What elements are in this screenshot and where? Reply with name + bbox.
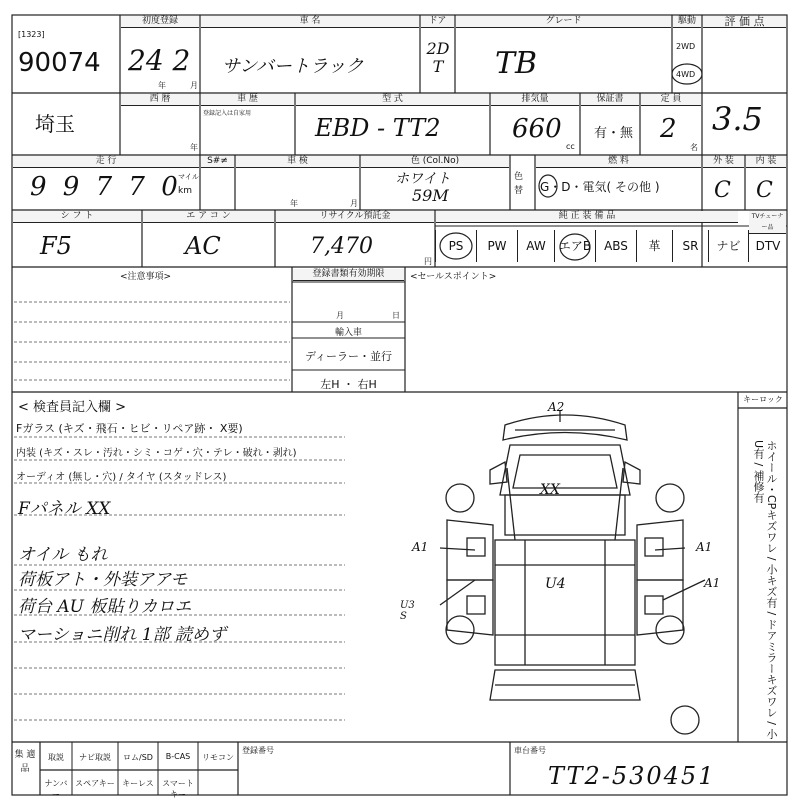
option-aw: AW (517, 230, 554, 262)
interior-damage-line: 内装 (キズ・スレ・汚れ・シミ・コゲ・穴・テレ・破れ・剥れ) (16, 448, 297, 459)
first-reg-year-unit: 年 (158, 81, 166, 90)
ac-label: エ ア コ ン (143, 211, 274, 223)
mark-a1-right-top: A1 (696, 540, 713, 554)
mark-u3s: U3 S (400, 600, 415, 622)
f-glass-line: Fガラス (キズ・飛石・ヒビ・リペア跡・ X要) (16, 422, 243, 435)
model-label: 型 式 (296, 94, 489, 106)
equipment-label: 純 正 装 備 品 (436, 211, 738, 223)
mark-xx: XX (540, 482, 560, 498)
chassis-label: 車台番号 (514, 746, 546, 755)
item-smart-key: スマートキー (162, 779, 194, 799)
drive-label: 駆動 (673, 16, 701, 28)
collect-items-label: 集 適 品 (14, 750, 36, 774)
seireki-label: 西 暦 (121, 94, 199, 106)
doc-deadline-month: 月 (336, 311, 344, 320)
inspector-section-label: < 検査員記入欄 > (18, 400, 127, 415)
chassis-value: TT2-530451 (548, 762, 716, 790)
score-label: 評 価 点 (703, 16, 786, 28)
history-label: 車 歴 (201, 94, 294, 106)
displacement-value: 660 (512, 114, 562, 144)
capacity-unit: 名 (690, 143, 698, 152)
fuel-gasoline-circle-icon (537, 173, 559, 199)
drive-4wd: 4WD (676, 70, 696, 79)
score-value: 3.5 (712, 100, 763, 138)
car-name-label: 車 名 (201, 16, 419, 28)
interior-value: C (756, 178, 773, 203)
ac-value: AC (185, 232, 221, 260)
shift-label: シ フ ト (13, 211, 141, 223)
key-lock-label: キーロック (743, 395, 783, 404)
doc-deadline-day: 日 (392, 311, 400, 320)
mark-a2: A2 (548, 400, 565, 414)
reg-no-label: 登録番号 (242, 746, 274, 755)
grade-label: グレード (456, 16, 671, 28)
dealer-label: ディーラー・並行 (304, 350, 393, 363)
item-rom-sd: ロム/SD (123, 753, 153, 762)
option-ps-circle-icon (438, 230, 474, 262)
inspection-label: 車 検 (236, 156, 359, 168)
option-airbag: エアB (554, 230, 595, 262)
seireki-year-suffix: 年 (190, 143, 198, 152)
mark-a1-right-bottom: A1 (704, 576, 721, 590)
capacity-value: 2 (660, 114, 677, 144)
option-dtv: DTV (748, 230, 787, 262)
item-spare-key: スペアキー (75, 779, 115, 788)
inspection-month: 月 (350, 199, 358, 208)
mileage-label: 走 行 (13, 156, 199, 168)
grade-value: TB (495, 46, 538, 81)
first-reg-month-unit: 月 (190, 81, 198, 90)
item-bcas: B-CAS (165, 752, 191, 761)
color-value: ホワイト (395, 171, 451, 187)
vehicle-diagram (395, 400, 735, 740)
model-value: EBD - TT2 (315, 114, 441, 142)
capacity-label: 定 員 (641, 94, 701, 106)
inspector-note-2: オイル もれ (18, 545, 108, 565)
item-keyless: キーレス (122, 779, 154, 788)
door-label: ドア (421, 16, 454, 28)
car-name-value: サンバートラック (222, 56, 364, 77)
drive-4wd-circle-icon (670, 62, 704, 86)
displacement-label: 排気量 (491, 94, 579, 106)
history-note: 登録記入は自家用 (203, 110, 252, 117)
tv-tuner-label: TVチューナー品 (749, 211, 786, 234)
option-abs: ABS (595, 230, 636, 262)
option-navi: ナビ (708, 230, 748, 262)
recycle-label: リサイクル預託金 (276, 211, 434, 223)
lot-number: 90074 (18, 48, 101, 78)
inspector-note-4: 荷台 AU 板貼りカロエ (18, 597, 192, 617)
sales-point-label: <セールスポイント> (410, 272, 497, 282)
mileage-unit-km: km (178, 186, 192, 196)
first-reg-value: 24 2 (128, 44, 191, 77)
warranty-label: 保証書 (581, 94, 639, 106)
drive-2wd: 2WD (676, 42, 696, 51)
item-manual: 取説 (48, 753, 64, 762)
color-label: 色 (Col.No) (361, 156, 509, 168)
color-no: 59M (412, 186, 449, 205)
recycle-value: 7,470 (310, 234, 373, 259)
lot-code: [1323] (18, 30, 45, 39)
side-damage-legend: ホイール・CPキズワレ / 小キズ有 / ドアミラーキズワレ / 小U有 / 補修有 (752, 440, 778, 740)
caution-label: <注意事項> (120, 272, 172, 282)
handle-label: 左H ・ 右H (320, 378, 377, 391)
item-number-plate: ナンバー (44, 779, 68, 799)
inspector-note-5: マーショニ削れ 1部 読めず (18, 625, 226, 645)
mileage-unit-mile: マイル (178, 173, 199, 181)
option-leather: 革 (636, 230, 672, 262)
fuel-value: G・D・電気( その他 ) (540, 180, 660, 194)
door-value: 2D T (426, 39, 450, 76)
option-airbag-circle-icon (556, 230, 594, 262)
option-sr: SR (672, 230, 708, 262)
doc-deadline-label: 登録書類有効期限 (293, 269, 404, 281)
exterior-label: 外 装 (703, 156, 744, 168)
inspector-note-1: Fパネル XX (18, 499, 111, 519)
yen-unit: 円 (424, 257, 432, 266)
mileage-value: 9 9 7 7 0 (30, 172, 182, 202)
audio-tire-line: オーディオ (無し・穴) / タイヤ (スタッドレス) (16, 472, 227, 483)
interior-label: 内 装 (746, 156, 786, 168)
warranty-value: 有・無 (594, 126, 634, 141)
import-label: 輸入車 (334, 328, 362, 338)
item-navi-manual: ナビ取説 (79, 753, 111, 762)
mark-u4: U4 (545, 576, 566, 592)
inspector-note-3: 荷板アト・外装アアモ (18, 570, 188, 590)
first-reg-label: 初度登録 (121, 16, 199, 28)
option-ps: PS (435, 230, 476, 262)
fuel-label: 燃 料 (536, 156, 701, 168)
inspection-year: 年 (290, 199, 298, 208)
shift-value: F5 (40, 232, 72, 260)
item-remote: リモコン (202, 753, 234, 762)
exterior-value: C (714, 178, 731, 203)
mark-a1-left: A1 (412, 540, 429, 554)
cc-unit: cc (566, 142, 575, 151)
sh-label: S#≠ (201, 156, 234, 168)
color-change: 色替 (514, 172, 524, 196)
region: 埼玉 (35, 112, 75, 136)
option-pw: PW (476, 230, 517, 262)
